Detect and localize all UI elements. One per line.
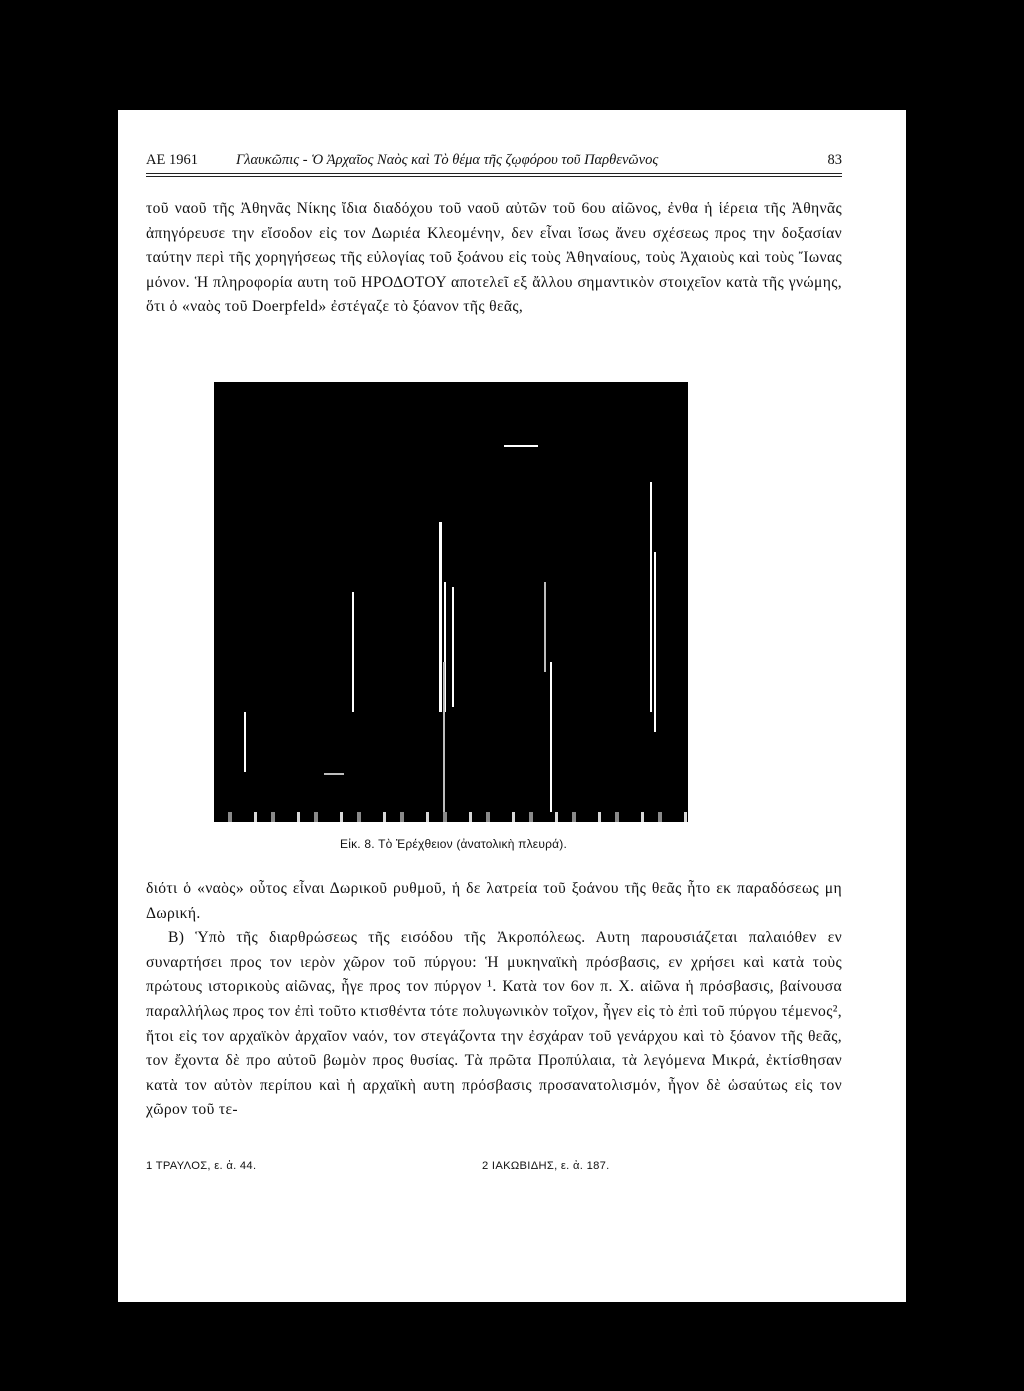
photo-highlight <box>439 522 442 712</box>
photo-highlight <box>443 662 445 812</box>
paragraph-text: Β) Ὑπὸ τῆς διαρθρώσεως τῆς εισόδου τῆς Ἀκροπόλεως. Αυτη παρουσιάζεται παλαιόθεν εν συναρτήσει προς τον ιερὸν χῶρον τοῦ πύργου: Ἡ μυκηναϊκὴ πρόσβασις, εν χρήσει καὶ κατὰ τοὺς πρώτους ιστορικοὺς αἰῶνας, ἦγε προς τον πύργον ¹. Κατὰ τον 6ον π. Χ. αἰῶνα ἡ πρόσβασις, βαίνουσα παραλλήλως προς τον ἐπὶ τοῦτο κτισθέντα τότε πολυγωνικὸν τοῖχον, ἦγεν εἰς τὸ ἐπὶ τοῦ πύργου τέμενος², ἤτοι εἰς τον αρχαϊκὸν ἀρχαῖον ναόν, τον στεγάζοντα την ἐσχάραν τοῦ γενάρχου καὶ τὸ ξόανον τῆς θεᾶς, τον ἔχοντα δὲ προ αὐτοῦ βωμὸν προς θυσίας. Τὰ πρῶτα Προπύλαια, τὰ λεγόμενα Μικρά, ἐκτίσθησαν κατὰ τον αὐτὸν περίπου καὶ ἡ αρχαϊκὴ αυτη πρόσβασις προσανατολισμόν, ἦγον δὲ ὡσαύτως εἰς τον χῶρον τοῦ τε- <box>146 929 842 1119</box>
footnote-2: 2 ΙΑΚΩΒΙΔΗΣ, ε. ἀ. 187. <box>482 1160 610 1172</box>
photo-highlight <box>244 712 246 772</box>
photo-highlight <box>748 632 750 722</box>
paragraph-text: τοῦ ναοῦ τῆς Ἀθηνᾶς Νίκης ἴδια διαδόχου τοῦ ναοῦ αὐτῶν τοῦ 6ου αἰῶνος, ἐνθα ἡ ἱέρεια τῆς Ἀθηνᾶς ἀπηγόρευσε την εἴσοδον εἰς τον Δωριέα Κλεομένην, δεν εἶναι ἴσως ἄνευ σχέσεως προς την δοξασίαν ταύτην περὶ τῆς χορηγήσεως τῆς εὐλογίας τοῦ ξοάνου εἰς τοὺς Ἀθηναίους, τοὺς Ἀχαιοὺς καὶ τοὺς Ἴωνας μόνον. Ἡ πληροφορία αυτη τοῦ ΗΡΟΔΟΤΟΥ αποτελεῖ εξ ἄλλου σημαντικὸν στοιχεῖον κατὰ τῆς γνώμης, ὅτι ὁ «ναὸς τοῦ Doerpfeld» ἐστέγαζε τὸ ξόανον τῆς θεᾶς, <box>146 200 842 316</box>
photo-highlight <box>650 482 652 712</box>
body-paragraph-2 <box>146 877 842 1123</box>
photo-ground-strip <box>214 812 688 822</box>
running-title: Γλαυκῶπις - Ὁ Ἀρχαῖος Ναὸς καὶ Τὸ θέμα τῆς ζῳφόρου τοῦ Παρθενῶνος <box>236 152 659 168</box>
paragraph-text: διότι ὁ «ναὸς» οὗτος εἶναι Δωρικοῦ ρυθμοῦ, ἡ δε λατρεία τοῦ ξοάνου τῆς θεᾶς ἦτο εκ παραδόσεως μη Δωρική. <box>146 880 842 922</box>
header-rule-double <box>146 176 842 177</box>
page-number: 83 <box>827 152 842 168</box>
photo-highlight <box>544 582 546 672</box>
footnote-1: 1 ΤΡΑΥΛΟΣ, ε. ἀ. 44. <box>146 1160 257 1172</box>
photo-highlight <box>352 592 354 712</box>
journal-reference: ΑΕ 1961 <box>146 152 198 168</box>
header-rule <box>146 173 842 174</box>
photo-highlight <box>452 587 454 707</box>
figure-caption: Εἰκ. 8. Τὸ Ἐρέχθειον (ἀνατολικὴ πλευρά). <box>340 837 567 851</box>
body-paragraph-1 <box>146 197 842 320</box>
photo-highlight <box>550 662 552 812</box>
photo-highlight <box>324 773 344 775</box>
erechtheion-photograph <box>214 382 688 822</box>
photo-highlight <box>654 552 656 732</box>
photo-highlight <box>504 445 538 447</box>
